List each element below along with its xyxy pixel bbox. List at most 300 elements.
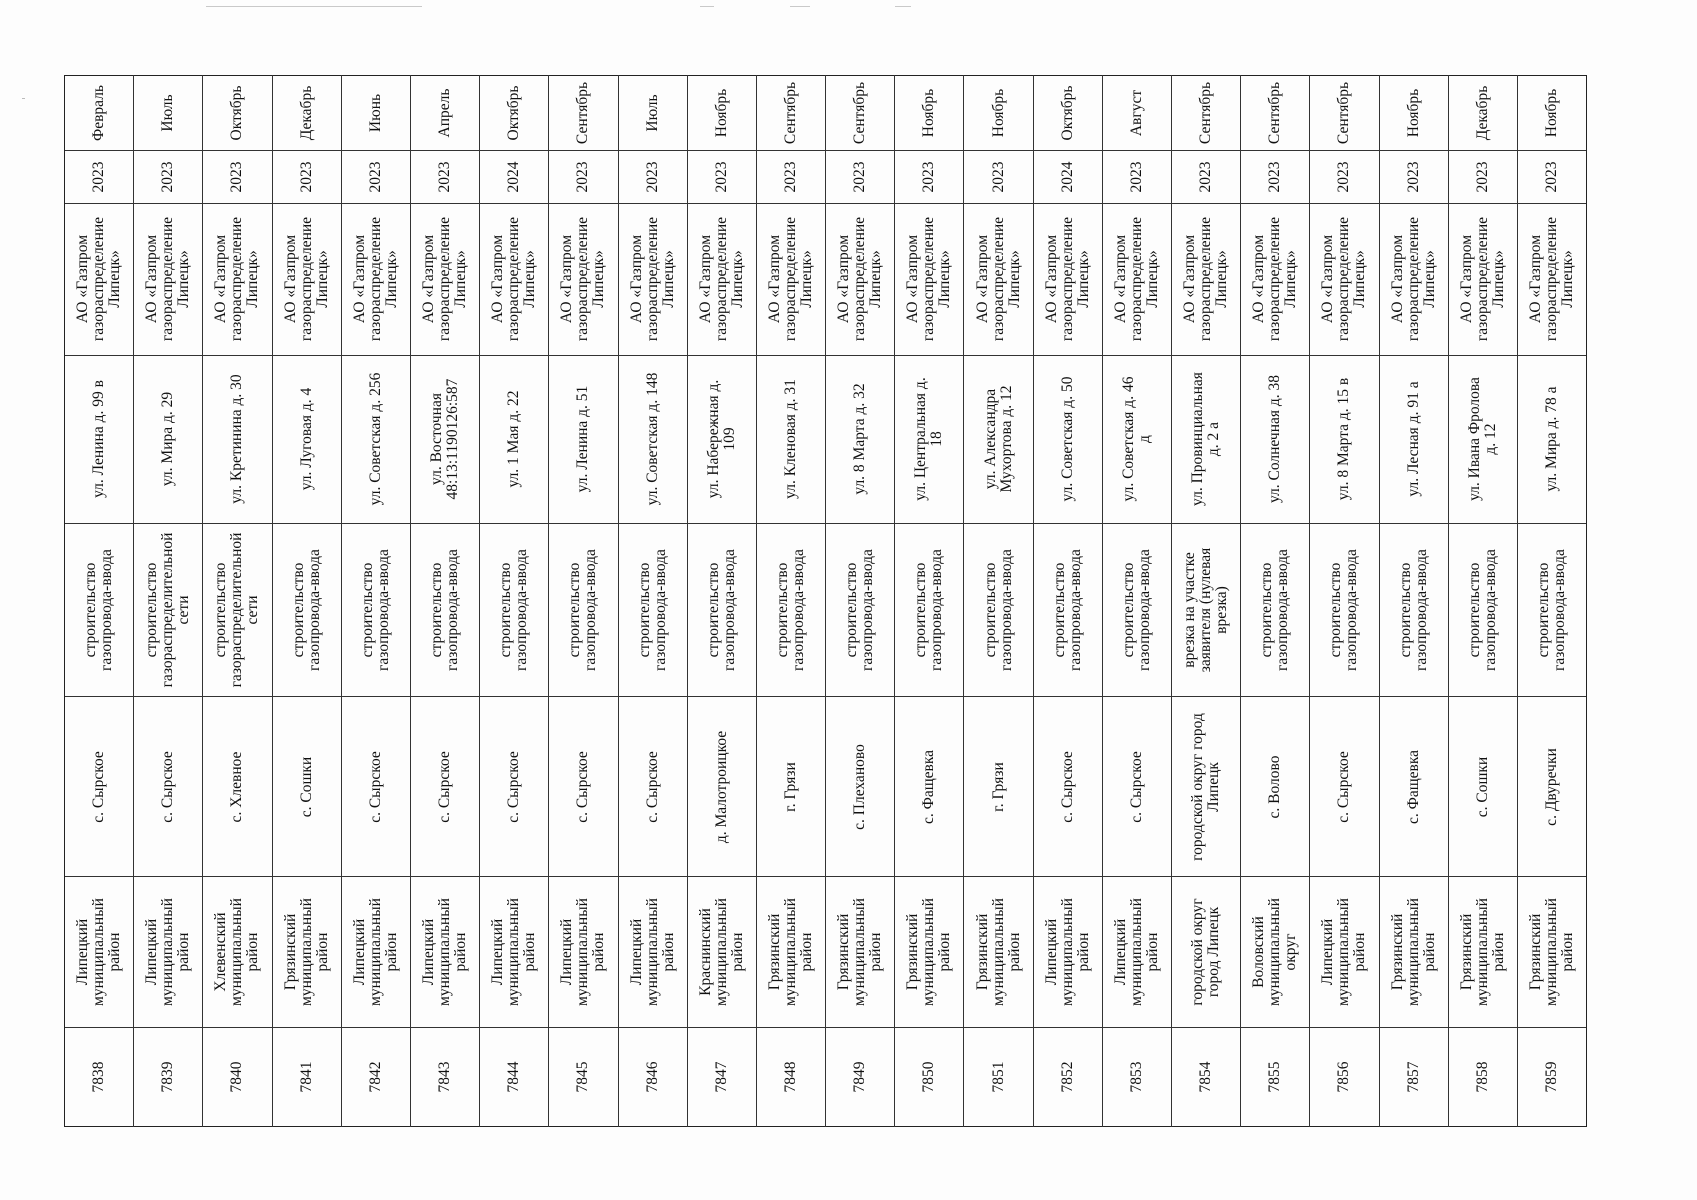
- work-type-text: строительство газопровода-ввода: [566, 549, 600, 671]
- scan-artifact-line: [206, 6, 422, 7]
- table-row: [549, 75, 618, 1127]
- district-cell: [688, 876, 756, 1027]
- year-cell: [964, 150, 1032, 203]
- address-text: ул. Александра Мухортова д. 12: [981, 385, 1015, 493]
- district-cell: [895, 876, 963, 1027]
- year-text: 2023: [574, 161, 592, 193]
- table-row: [203, 75, 272, 1127]
- organization-cell: [65, 203, 133, 355]
- work-type-cell: [964, 523, 1032, 697]
- address-cell: [480, 355, 548, 523]
- month-text: Сентябрь: [1335, 81, 1353, 145]
- district-cell: [1103, 876, 1171, 1027]
- settlement-text: с. Фащевка: [1404, 749, 1422, 824]
- settlement-cell: [688, 696, 756, 876]
- district-text: Липецкий муниципальный район: [1042, 898, 1092, 1007]
- district-text: Липецкий муниципальный район: [627, 898, 677, 1007]
- district-text: Липецкий муниципальный район: [1111, 898, 1161, 1007]
- work-type-cell: [549, 523, 617, 697]
- month-cell: [688, 75, 756, 150]
- year-cell: [1380, 150, 1448, 203]
- organization-cell: [619, 203, 687, 355]
- row-number-cell: [1380, 1027, 1448, 1127]
- year-cell: [757, 150, 825, 203]
- table-row: [826, 75, 895, 1127]
- district-cell: [549, 876, 617, 1027]
- work-type-cell: [65, 523, 133, 697]
- table-row: [480, 75, 549, 1127]
- row-number-text: 7849: [851, 1061, 869, 1093]
- organization-text: АО «Газпром газораспределение Липецк»: [696, 217, 746, 342]
- year-cell: [1172, 150, 1240, 203]
- year-text: 2023: [851, 161, 869, 193]
- work-type-cell: [895, 523, 963, 697]
- row-number-cell: [964, 1027, 1032, 1127]
- work-type-text: строительство газопровода-ввода: [289, 549, 323, 671]
- month-cell: [826, 75, 894, 150]
- month-text: Октябрь: [505, 85, 523, 141]
- month-text: Апрель: [436, 88, 454, 138]
- year-text: 2023: [1127, 161, 1145, 193]
- scan-artifact-line: [895, 6, 911, 7]
- settlement-text: с. Плеханово: [851, 743, 869, 830]
- organization-text: АО «Газпром газораспределение Липецк»: [1250, 217, 1300, 342]
- work-type-text: строительство газопровода-ввода: [358, 549, 392, 671]
- table-row: [1172, 75, 1241, 1127]
- table-row: [964, 75, 1033, 1127]
- organization-cell: [549, 203, 617, 355]
- district-cell: [1380, 876, 1448, 1027]
- year-cell: [480, 150, 548, 203]
- table-row: [895, 75, 964, 1127]
- table-row: [1241, 75, 1310, 1127]
- table-row: [1103, 75, 1172, 1127]
- district-text: Грязинский муниципальный район: [904, 898, 954, 1007]
- settlement-text: с. Сырское: [90, 751, 108, 823]
- organization-text: АО «Газпром газораспределение Липецк»: [835, 217, 885, 342]
- district-cell: [1310, 876, 1378, 1027]
- year-cell: [203, 150, 271, 203]
- work-type-text: строительство газопровода-ввода: [843, 549, 877, 671]
- month-text: Июнь: [366, 93, 384, 133]
- month-text: Ноябрь: [920, 88, 938, 138]
- year-text: 2023: [366, 161, 384, 193]
- address-text: ул. Солнечная д. 38: [1266, 375, 1284, 504]
- district-text: Воловский муниципальный округ: [1250, 898, 1300, 1007]
- year-cell: [1518, 150, 1586, 203]
- district-text: городской округ город Липецк: [1189, 898, 1223, 1006]
- work-type-cell: [1380, 523, 1448, 697]
- address-text: ул. Кленовая д. 31: [781, 379, 799, 499]
- work-type-cell: [411, 523, 479, 697]
- month-text: Июль: [159, 94, 177, 132]
- district-text: Грязинский муниципальный район: [973, 898, 1023, 1007]
- district-cell: [273, 876, 341, 1027]
- address-cell: [1380, 355, 1448, 523]
- organization-cell: [1241, 203, 1309, 355]
- district-cell: [1449, 876, 1517, 1027]
- settlement-text: с. Сырское: [1127, 751, 1145, 823]
- settlement-text: д. Малотроицкое: [712, 730, 730, 843]
- district-cell: [342, 876, 410, 1027]
- year-cell: [342, 150, 410, 203]
- settlement-cell: [65, 696, 133, 876]
- month-cell: [895, 75, 963, 150]
- scan-artifact-mark: [22, 98, 25, 99]
- row-number-cell: [203, 1027, 271, 1127]
- settlement-cell: [1310, 696, 1378, 876]
- month-text: Сентябрь: [574, 81, 592, 145]
- district-cell: [480, 876, 548, 1027]
- row-number-text: 7850: [920, 1061, 938, 1093]
- row-number-cell: [134, 1027, 202, 1127]
- work-type-text: строительство газопровода-ввода: [912, 549, 946, 671]
- row-number-text: 7856: [1335, 1061, 1353, 1093]
- work-type-text: строительство газопровода-ввода: [428, 549, 462, 671]
- address-cell: [895, 355, 963, 523]
- row-number-cell: [1034, 1027, 1102, 1127]
- district-text: Липецкий муниципальный район: [489, 898, 539, 1007]
- row-number-cell: [342, 1027, 410, 1127]
- work-type-text: строительство газопровода-ввода: [497, 549, 531, 671]
- row-number-text: 7857: [1404, 1061, 1422, 1093]
- address-text: ул. Советская д. 148: [643, 372, 661, 506]
- table-row: [1449, 75, 1518, 1127]
- settlement-text: с. Сошки: [1473, 756, 1491, 818]
- table-row: [134, 75, 203, 1127]
- district-cell: [203, 876, 271, 1027]
- year-cell: [411, 150, 479, 203]
- row-number-text: 7843: [436, 1061, 454, 1093]
- year-cell: [1241, 150, 1309, 203]
- organization-text: АО «Газпром газораспределение Липецк»: [1111, 217, 1161, 342]
- row-number-text: 7839: [159, 1061, 177, 1093]
- year-text: 2023: [159, 161, 177, 193]
- work-type-cell: [134, 523, 202, 697]
- organization-text: АО «Газпром газораспределение Липецк»: [74, 217, 124, 342]
- district-cell: [619, 876, 687, 1027]
- settlement-cell: [619, 696, 687, 876]
- organization-text: АО «Газпром газораспределение Липецк»: [1181, 217, 1231, 342]
- scan-artifact-line: [790, 6, 810, 7]
- district-cell: [826, 876, 894, 1027]
- year-cell: [1310, 150, 1378, 203]
- month-text: Сентябрь: [851, 81, 869, 145]
- work-type-text: строительство газопровода-ввода: [1050, 549, 1084, 671]
- month-cell: [134, 75, 202, 150]
- row-number-cell: [549, 1027, 617, 1127]
- settlement-text: с. Сошки: [297, 756, 315, 818]
- work-type-text: строительство газопровода-ввода: [82, 549, 116, 671]
- year-cell: [895, 150, 963, 203]
- month-text: Сентябрь: [1197, 81, 1215, 145]
- row-number-cell: [480, 1027, 548, 1127]
- address-text: ул. Набережная д. 109: [704, 379, 738, 499]
- work-type-text: строительство газопровода-ввода: [981, 549, 1015, 671]
- month-cell: [1310, 75, 1378, 150]
- district-text: Грязинский муниципальный район: [765, 898, 815, 1007]
- work-type-text: строительство газопровода-ввода: [1327, 549, 1361, 671]
- row-number-cell: [895, 1027, 963, 1127]
- organization-text: АО «Газпром газораспределение Липецк»: [1042, 217, 1092, 342]
- table-row: [688, 75, 757, 1127]
- year-cell: [134, 150, 202, 203]
- month-cell: [480, 75, 548, 150]
- settlement-text: с. Фащевка: [920, 749, 938, 824]
- settlement-cell: [273, 696, 341, 876]
- month-cell: [1241, 75, 1309, 150]
- table-row: [1310, 75, 1379, 1127]
- district-cell: [1034, 876, 1102, 1027]
- work-type-cell: [480, 523, 548, 697]
- year-text: 2023: [1266, 161, 1284, 193]
- address-text: ул. Ленина д. 51: [574, 385, 592, 493]
- district-cell: [757, 876, 825, 1027]
- district-text: Липецкий муниципальный район: [350, 898, 400, 1007]
- work-type-cell: [826, 523, 894, 697]
- organization-cell: [134, 203, 202, 355]
- work-type-cell: [1034, 523, 1102, 697]
- address-cell: [411, 355, 479, 523]
- address-cell: [688, 355, 756, 523]
- month-cell: [1518, 75, 1586, 150]
- work-type-text: строительство газопровода-ввода: [773, 549, 807, 671]
- settlement-text: с. Хлевное: [228, 751, 246, 823]
- organization-text: АО «Газпром газораспределение Липецк»: [1527, 217, 1577, 342]
- organization-cell: [342, 203, 410, 355]
- address-cell: [757, 355, 825, 523]
- row-number-cell: [688, 1027, 756, 1127]
- row-number-cell: [411, 1027, 479, 1127]
- address-text: ул. Ленина д. 99 в: [90, 380, 108, 499]
- work-type-text: строительство газопровода-ввода: [1396, 549, 1430, 671]
- district-text: Краснинский муниципальный район: [696, 898, 746, 1007]
- month-cell: [342, 75, 410, 150]
- table-row: [342, 75, 411, 1127]
- address-text: ул. Советская д. 256: [366, 372, 384, 506]
- address-cell: [1172, 355, 1240, 523]
- work-type-text: строительство газопровода-ввода: [1535, 549, 1569, 671]
- settlement-text: г. Грязи: [989, 761, 1007, 812]
- work-type-text: строительство газопровода-ввода: [1119, 549, 1153, 671]
- month-text: Ноябрь: [1404, 88, 1422, 138]
- row-number-text: 7842: [366, 1061, 384, 1093]
- organization-cell: [1449, 203, 1517, 355]
- district-text: Грязинский муниципальный район: [281, 898, 331, 1007]
- address-text: ул. Кретинина д. 30: [228, 374, 246, 504]
- settlement-cell: [1518, 696, 1586, 876]
- settlement-text: с. Сырское: [436, 751, 454, 823]
- address-cell: [203, 355, 271, 523]
- table-row: [1034, 75, 1103, 1127]
- district-cell: [65, 876, 133, 1027]
- district-cell: [964, 876, 1032, 1027]
- year-text: 2023: [436, 161, 454, 193]
- organization-cell: [688, 203, 756, 355]
- work-type-text: строительство газораспределительной сети: [143, 532, 193, 688]
- organization-cell: [273, 203, 341, 355]
- year-text: 2024: [505, 161, 523, 193]
- organization-text: АО «Газпром газораспределение Липецк»: [350, 217, 400, 342]
- work-type-cell: [1172, 523, 1240, 697]
- district-cell: [134, 876, 202, 1027]
- row-number-text: 7846: [643, 1061, 661, 1093]
- year-cell: [1449, 150, 1517, 203]
- row-number-text: 7847: [712, 1061, 730, 1093]
- address-cell: [1310, 355, 1378, 523]
- year-text: 2023: [1197, 161, 1215, 193]
- year-text: 2023: [712, 161, 730, 193]
- district-text: Липецкий муниципальный район: [143, 898, 193, 1007]
- address-text: ул. Луговая д. 4: [297, 387, 315, 491]
- month-cell: [411, 75, 479, 150]
- month-cell: [549, 75, 617, 150]
- organization-cell: [964, 203, 1032, 355]
- address-cell: [1034, 355, 1102, 523]
- row-number-cell: [1172, 1027, 1240, 1127]
- row-number-text: 7853: [1127, 1061, 1145, 1093]
- month-text: Сентябрь: [781, 81, 799, 145]
- district-text: Грязинский муниципальный район: [1527, 898, 1577, 1007]
- month-text: Август: [1127, 89, 1145, 137]
- settlement-cell: [480, 696, 548, 876]
- row-number-cell: [1518, 1027, 1586, 1127]
- month-cell: [964, 75, 1032, 150]
- settlement-cell: [1380, 696, 1448, 876]
- district-text: Липецкий муниципальный район: [558, 898, 608, 1007]
- settlement-cell: [1241, 696, 1309, 876]
- year-cell: [273, 150, 341, 203]
- settlement-cell: [1172, 696, 1240, 876]
- row-number-cell: [65, 1027, 133, 1127]
- month-text: Октябрь: [1058, 85, 1076, 141]
- work-type-text: строительство газопровода-ввода: [704, 549, 738, 671]
- district-cell: [1241, 876, 1309, 1027]
- organization-cell: [895, 203, 963, 355]
- settlement-cell: [757, 696, 825, 876]
- month-cell: [1380, 75, 1448, 150]
- row-number-text: 7852: [1058, 1061, 1076, 1093]
- row-number-text: 7840: [228, 1061, 246, 1093]
- year-text: 2023: [1335, 161, 1353, 193]
- work-type-cell: [1449, 523, 1517, 697]
- settlement-cell: [411, 696, 479, 876]
- organization-cell: [1172, 203, 1240, 355]
- table-row: [1380, 75, 1449, 1127]
- organization-text: АО «Газпром газораспределение Липецк»: [558, 217, 608, 342]
- work-type-cell: [1103, 523, 1171, 697]
- year-text: 2023: [90, 161, 108, 193]
- address-text: ул. Мира д. 78 а: [1543, 386, 1561, 492]
- year-text: 2023: [920, 161, 938, 193]
- settlement-text: с. Сырское: [159, 751, 177, 823]
- row-number-cell: [273, 1027, 341, 1127]
- table-row: [411, 75, 480, 1127]
- settlement-cell: [964, 696, 1032, 876]
- row-number-text: 7851: [989, 1061, 1007, 1093]
- organization-cell: [1518, 203, 1586, 355]
- row-number-cell: [757, 1027, 825, 1127]
- year-text: 2023: [1473, 161, 1491, 193]
- work-type-cell: [1310, 523, 1378, 697]
- row-number-text: 7858: [1473, 1061, 1491, 1093]
- work-type-cell: [203, 523, 271, 697]
- address-text: ул. Советская д. 50: [1058, 376, 1076, 502]
- settlement-text: с. Сырское: [1058, 751, 1076, 823]
- work-type-text: врезка на участке заявителя (нулевая врезка): [1181, 547, 1231, 673]
- row-number-text: 7854: [1197, 1061, 1215, 1093]
- settlement-text: с. Сырское: [505, 751, 523, 823]
- table-row: [619, 75, 688, 1127]
- address-text: ул. Советская д. 46 д: [1119, 376, 1153, 502]
- work-type-cell: [688, 523, 756, 697]
- address-text: ул. 8 Марта д. 15 в: [1335, 377, 1353, 501]
- address-cell: [1449, 355, 1517, 523]
- district-text: Грязинский муниципальный район: [1388, 898, 1438, 1007]
- row-number-cell: [619, 1027, 687, 1127]
- month-cell: [757, 75, 825, 150]
- month-text: Ноябрь: [712, 88, 730, 138]
- work-type-text: строительство газопровода-ввода: [1258, 549, 1292, 671]
- address-cell: [134, 355, 202, 523]
- district-text: Липецкий муниципальный район: [1319, 898, 1369, 1007]
- year-text: 2024: [1058, 161, 1076, 193]
- year-cell: [65, 150, 133, 203]
- organization-text: АО «Газпром газораспределение Липецк»: [973, 217, 1023, 342]
- month-cell: [1103, 75, 1171, 150]
- settlement-cell: [134, 696, 202, 876]
- row-number-text: 7841: [297, 1061, 315, 1093]
- district-cell: [1172, 876, 1240, 1027]
- year-cell: [688, 150, 756, 203]
- row-number-cell: [1449, 1027, 1517, 1127]
- settlement-text: с. Сырское: [643, 751, 661, 823]
- month-text: Ноябрь: [1543, 88, 1561, 138]
- organization-cell: [826, 203, 894, 355]
- work-type-cell: [1241, 523, 1309, 697]
- organization-text: АО «Газпром газораспределение Липецк»: [420, 217, 470, 342]
- organization-text: АО «Газпром газораспределение Липецк»: [489, 217, 539, 342]
- year-cell: [1034, 150, 1102, 203]
- year-text: 2023: [1404, 161, 1422, 193]
- settlement-cell: [1103, 696, 1171, 876]
- settlement-text: с. Волово: [1266, 755, 1284, 819]
- address-text: ул. Центральная д. 18: [912, 377, 946, 501]
- address-cell: [826, 355, 894, 523]
- address-text: ул. 8 Марта д. 32: [851, 383, 869, 495]
- district-text: Липецкий муниципальный район: [74, 898, 124, 1007]
- settlement-cell: [1449, 696, 1517, 876]
- address-cell: [1518, 355, 1586, 523]
- address-text: ул. Ивана Фролова д. 12: [1465, 377, 1499, 502]
- organization-cell: [1103, 203, 1171, 355]
- address-cell: [1103, 355, 1171, 523]
- year-text: 2023: [781, 161, 799, 193]
- address-text: ул. Лесная д. 91 а: [1404, 381, 1422, 497]
- month-text: Декабрь: [1473, 85, 1491, 141]
- address-cell: [65, 355, 133, 523]
- organization-text: АО «Газпром газораспределение Липецк»: [212, 217, 262, 342]
- month-cell: [65, 75, 133, 150]
- organization-text: АО «Газпром газораспределение Липецк»: [765, 217, 815, 342]
- district-cell: [1518, 876, 1586, 1027]
- address-cell: [1241, 355, 1309, 523]
- month-cell: [1172, 75, 1240, 150]
- month-text: Февраль: [90, 84, 108, 141]
- work-type-cell: [1518, 523, 1586, 697]
- work-type-cell: [757, 523, 825, 697]
- work-type-text: строительство газораспределительной сети: [212, 532, 262, 688]
